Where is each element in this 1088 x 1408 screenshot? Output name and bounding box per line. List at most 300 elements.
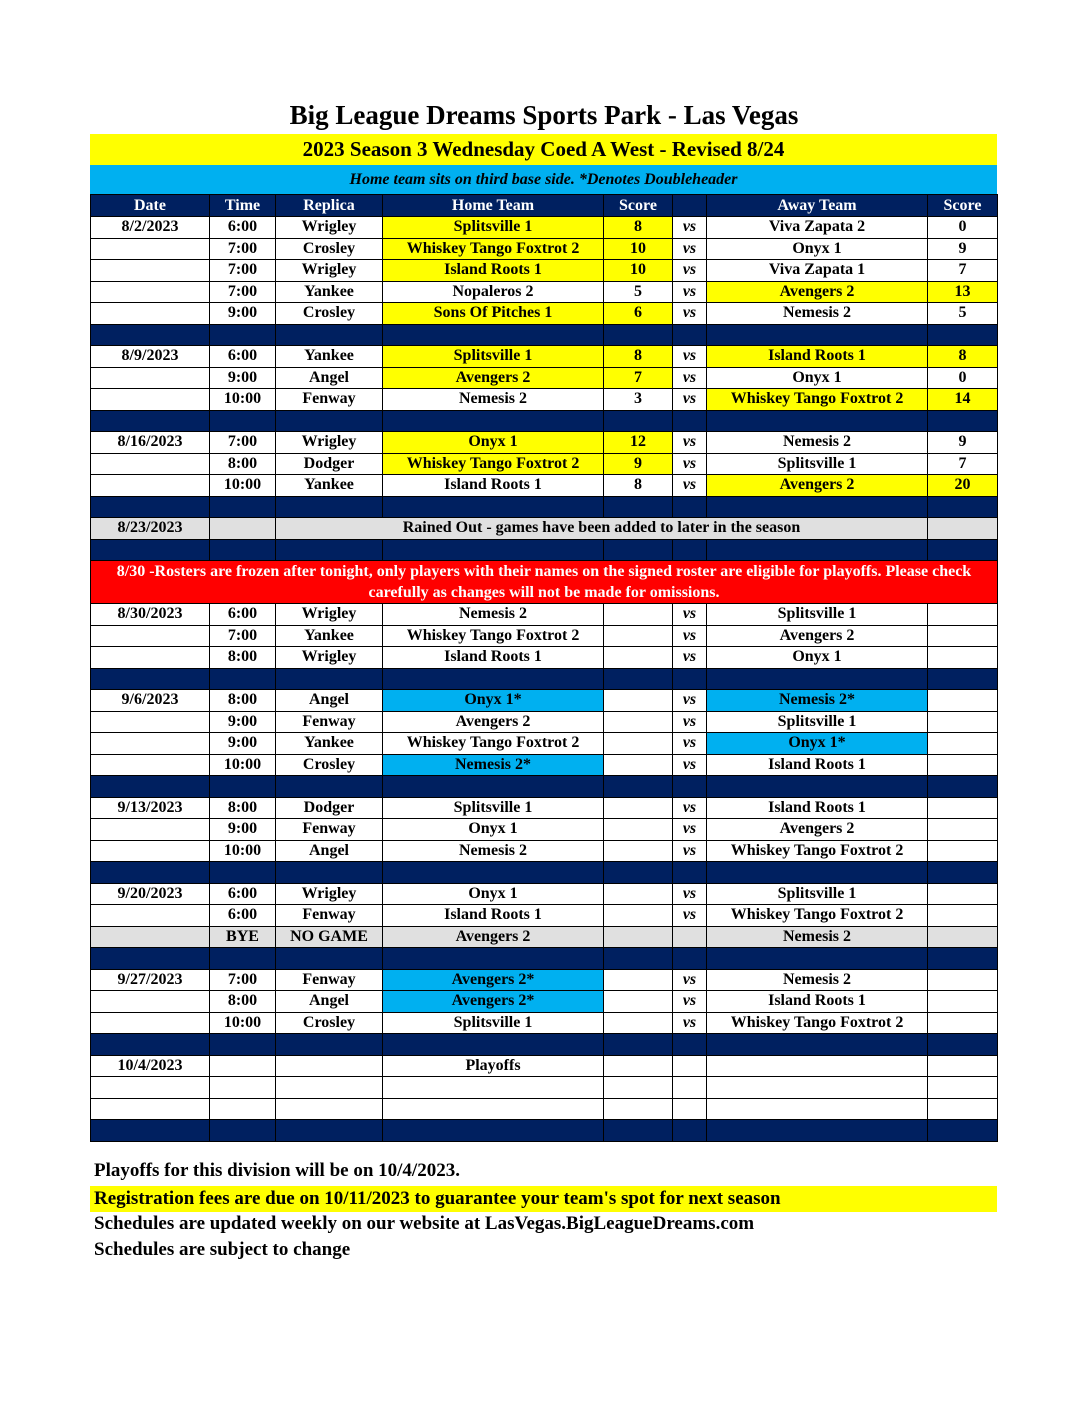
away-score xyxy=(928,991,998,1013)
away-team xyxy=(707,1077,928,1099)
versus-label: vs xyxy=(673,797,707,819)
game-time: 6:00 xyxy=(210,883,276,905)
separator-cell xyxy=(604,668,673,690)
versus-label xyxy=(673,1055,707,1077)
game-time: 7:00 xyxy=(210,238,276,260)
rainout-note: Rained Out - games have been added to later in the season xyxy=(276,518,928,540)
game-time: 7:00 xyxy=(210,260,276,282)
game-row xyxy=(91,840,998,862)
away-team: Viva Zapata 1 xyxy=(707,260,928,282)
away-score xyxy=(928,969,998,991)
away-score xyxy=(928,625,998,647)
versus-label: vs xyxy=(673,969,707,991)
away-score xyxy=(928,1098,998,1120)
separator-cell xyxy=(604,1034,673,1056)
col-time: Time xyxy=(210,195,276,217)
separator-cell xyxy=(276,1034,383,1056)
away-score: 9 xyxy=(928,432,998,454)
game-time: 8:00 xyxy=(210,797,276,819)
home-team: Avengers 2 xyxy=(383,711,604,733)
away-team: Island Roots 1 xyxy=(707,797,928,819)
home-score xyxy=(604,1012,673,1034)
versus-label: vs xyxy=(673,367,707,389)
game-time xyxy=(210,518,276,540)
field-replica: Yankee xyxy=(276,475,383,497)
game-time: 10:00 xyxy=(210,1012,276,1034)
separator-cell xyxy=(210,539,276,561)
game-date xyxy=(91,389,210,411)
field-replica: NO GAME xyxy=(276,926,383,948)
separator-cell xyxy=(673,948,707,970)
separator-cell xyxy=(673,324,707,346)
separator-cell xyxy=(276,668,383,690)
game-time: 10:00 xyxy=(210,840,276,862)
away-score: 5 xyxy=(928,303,998,325)
home-team: Whiskey Tango Foxtrot 2 xyxy=(383,238,604,260)
game-time xyxy=(210,1055,276,1077)
separator-cell xyxy=(707,410,928,432)
separator-cell xyxy=(928,948,998,970)
roster-alert-text: 8/30 -Rosters are frozen after tonight, only players with their names on the signed roster are eligible for playoffs. Please check carefully as changes will not be made for omissions. xyxy=(91,561,998,604)
separator-cell xyxy=(91,410,210,432)
game-row xyxy=(91,625,998,647)
versus-label: vs xyxy=(673,217,707,239)
versus-label: vs xyxy=(673,754,707,776)
versus-label: vs xyxy=(673,905,707,927)
away-team: Island Roots 1 xyxy=(707,754,928,776)
home-score xyxy=(604,840,673,862)
info-banner: Home team sits on third base side. *Denotes Doubleheader xyxy=(90,165,997,194)
field-replica: Wrigley xyxy=(276,604,383,626)
game-date xyxy=(91,1012,210,1034)
versus-label: vs xyxy=(673,281,707,303)
game-date: 8/2/2023 xyxy=(91,217,210,239)
game-row xyxy=(91,303,998,325)
separator-cell xyxy=(383,862,604,884)
game-time xyxy=(210,1098,276,1120)
away-score: 0 xyxy=(928,217,998,239)
game-date xyxy=(91,754,210,776)
separator-cell xyxy=(928,1120,998,1142)
separator-cell xyxy=(604,776,673,798)
home-score xyxy=(604,969,673,991)
game-row xyxy=(91,217,998,239)
versus-label: vs xyxy=(673,1012,707,1034)
field-replica: Crosley xyxy=(276,303,383,325)
game-time: 8:00 xyxy=(210,453,276,475)
separator-cell xyxy=(928,539,998,561)
separator-cell xyxy=(383,948,604,970)
game-date: 8/9/2023 xyxy=(91,346,210,368)
season-subtitle: 2023 Season 3 Wednesday Coed A West - Revised 8/24 xyxy=(90,134,997,165)
separator-row xyxy=(91,410,998,432)
away-team: Nemesis 2 xyxy=(707,926,928,948)
game-date xyxy=(91,647,210,669)
field-replica: Wrigley xyxy=(276,260,383,282)
away-score xyxy=(928,840,998,862)
versus-label xyxy=(673,926,707,948)
footer-registration-note: Registration fees are due on 10/11/2023 to guarantee your team's spot for next season xyxy=(90,1186,997,1212)
field-replica xyxy=(276,1098,383,1120)
away-score xyxy=(928,905,998,927)
versus-label: vs xyxy=(673,840,707,862)
versus-label xyxy=(673,1098,707,1120)
away-score: 13 xyxy=(928,281,998,303)
game-date: 9/6/2023 xyxy=(91,690,210,712)
home-score xyxy=(604,1098,673,1120)
separator-cell xyxy=(91,1120,210,1142)
separator-cell xyxy=(91,324,210,346)
separator-cell xyxy=(91,1034,210,1056)
separator-cell xyxy=(928,1034,998,1056)
field-replica: Fenway xyxy=(276,819,383,841)
home-score: 6 xyxy=(604,303,673,325)
game-time: 7:00 xyxy=(210,281,276,303)
home-team: Onyx 1* xyxy=(383,690,604,712)
separator-cell xyxy=(383,410,604,432)
separator-cell xyxy=(210,862,276,884)
versus-label: vs xyxy=(673,303,707,325)
separator-cell xyxy=(276,496,383,518)
game-row xyxy=(91,647,998,669)
game-date xyxy=(91,281,210,303)
separator-cell xyxy=(383,496,604,518)
home-score xyxy=(604,625,673,647)
separator-cell xyxy=(707,496,928,518)
game-row xyxy=(91,346,998,368)
home-score: 8 xyxy=(604,346,673,368)
separator-cell xyxy=(707,776,928,798)
separator-cell xyxy=(928,410,998,432)
away-team xyxy=(707,1098,928,1120)
home-team: Splitsville 1 xyxy=(383,346,604,368)
game-date: 9/20/2023 xyxy=(91,883,210,905)
game-row xyxy=(91,238,998,260)
home-team: Whiskey Tango Foxtrot 2 xyxy=(383,453,604,475)
home-team: Onyx 1 xyxy=(383,819,604,841)
separator-row xyxy=(91,539,998,561)
field-replica: Dodger xyxy=(276,797,383,819)
home-team: Island Roots 1 xyxy=(383,647,604,669)
field-replica: Crosley xyxy=(276,1012,383,1034)
game-time: 8:00 xyxy=(210,690,276,712)
game-row xyxy=(91,432,998,454)
separator-row xyxy=(91,496,998,518)
footer-change-note: Schedules are subject to change xyxy=(94,1239,351,1260)
game-row xyxy=(91,1012,998,1034)
separator-row xyxy=(91,1034,998,1056)
field-replica: Wrigley xyxy=(276,217,383,239)
separator-row xyxy=(91,862,998,884)
game-row xyxy=(91,260,998,282)
schedule-table xyxy=(90,194,998,1142)
game-time: 7:00 xyxy=(210,969,276,991)
separator-cell xyxy=(210,410,276,432)
home-score xyxy=(604,647,673,669)
separator-cell xyxy=(604,1120,673,1142)
field-replica: Angel xyxy=(276,991,383,1013)
separator-cell xyxy=(673,539,707,561)
field-replica: Wrigley xyxy=(276,647,383,669)
separator-cell xyxy=(210,1120,276,1142)
home-score: 3 xyxy=(604,389,673,411)
home-team: Avengers 2 xyxy=(383,367,604,389)
away-score xyxy=(928,690,998,712)
field-replica: Fenway xyxy=(276,389,383,411)
game-time: BYE xyxy=(210,926,276,948)
versus-label: vs xyxy=(673,260,707,282)
separator-cell xyxy=(383,539,604,561)
away-score: 9 xyxy=(928,238,998,260)
away-team: Splitsville 1 xyxy=(707,604,928,626)
field-replica: Angel xyxy=(276,367,383,389)
field-replica: Yankee xyxy=(276,733,383,755)
field-replica xyxy=(276,1077,383,1099)
game-time: 6:00 xyxy=(210,217,276,239)
away-score xyxy=(928,647,998,669)
game-row xyxy=(91,1098,998,1120)
separator-cell xyxy=(604,862,673,884)
away-score xyxy=(928,819,998,841)
versus-label: vs xyxy=(673,733,707,755)
home-team: Island Roots 1 xyxy=(383,260,604,282)
separator-cell xyxy=(673,410,707,432)
separator-cell xyxy=(707,862,928,884)
game-time: 7:00 xyxy=(210,432,276,454)
separator-cell xyxy=(673,776,707,798)
home-score xyxy=(604,797,673,819)
game-row xyxy=(91,389,998,411)
home-team: Avengers 2 xyxy=(383,926,604,948)
separator-cell xyxy=(604,324,673,346)
game-row xyxy=(91,883,998,905)
home-score xyxy=(604,690,673,712)
game-time: 9:00 xyxy=(210,711,276,733)
game-time: 6:00 xyxy=(210,346,276,368)
game-time: 8:00 xyxy=(210,647,276,669)
away-score xyxy=(928,1077,998,1099)
away-score xyxy=(928,926,998,948)
game-date xyxy=(91,1098,210,1120)
separator-cell xyxy=(276,862,383,884)
versus-label: vs xyxy=(673,711,707,733)
game-date xyxy=(91,905,210,927)
home-score: 10 xyxy=(604,238,673,260)
separator-cell xyxy=(91,862,210,884)
away-team: Avengers 2 xyxy=(707,475,928,497)
home-score: 12 xyxy=(604,432,673,454)
game-time: 9:00 xyxy=(210,733,276,755)
away-score: 20 xyxy=(928,475,998,497)
away-team: Viva Zapata 2 xyxy=(707,217,928,239)
separator-row xyxy=(91,324,998,346)
game-row xyxy=(91,797,998,819)
home-score xyxy=(604,819,673,841)
away-score: 7 xyxy=(928,260,998,282)
game-row xyxy=(91,733,998,755)
separator-row xyxy=(91,948,998,970)
roster-alert-row xyxy=(91,561,998,604)
away-score xyxy=(928,754,998,776)
header-row xyxy=(91,195,998,217)
game-time: 7:00 xyxy=(210,625,276,647)
separator-cell xyxy=(928,668,998,690)
game-time: 8:00 xyxy=(210,991,276,1013)
game-date: 10/4/2023 xyxy=(91,1055,210,1077)
separator-cell xyxy=(210,948,276,970)
separator-cell xyxy=(928,496,998,518)
rainout-row xyxy=(91,518,998,540)
home-team: Nemesis 2 xyxy=(383,840,604,862)
home-score xyxy=(604,926,673,948)
away-team: Nemesis 2 xyxy=(707,969,928,991)
away-team: Whiskey Tango Foxtrot 2 xyxy=(707,840,928,862)
away-score xyxy=(928,883,998,905)
col-vs xyxy=(673,195,707,217)
game-date xyxy=(91,303,210,325)
game-date: 9/27/2023 xyxy=(91,969,210,991)
separator-cell xyxy=(604,539,673,561)
away-score: 7 xyxy=(928,453,998,475)
game-row xyxy=(91,991,998,1013)
home-team: Island Roots 1 xyxy=(383,475,604,497)
away-score xyxy=(928,797,998,819)
field-replica: Yankee xyxy=(276,625,383,647)
game-row xyxy=(91,1055,998,1077)
home-team: Nemesis 2 xyxy=(383,389,604,411)
bye-row xyxy=(91,926,998,948)
home-score xyxy=(604,1077,673,1099)
versus-label: vs xyxy=(673,883,707,905)
home-score xyxy=(604,905,673,927)
field-replica: Yankee xyxy=(276,281,383,303)
away-team: Onyx 1 xyxy=(707,367,928,389)
away-team: Island Roots 1 xyxy=(707,991,928,1013)
separator-cell xyxy=(673,496,707,518)
game-date xyxy=(91,711,210,733)
col-home-team: Home Team xyxy=(383,195,604,217)
game-row xyxy=(91,819,998,841)
separator-cell xyxy=(276,948,383,970)
home-team: Avengers 2* xyxy=(383,991,604,1013)
separator-cell xyxy=(276,539,383,561)
separator-cell xyxy=(276,1120,383,1142)
game-row xyxy=(91,969,998,991)
away-team: Splitsville 1 xyxy=(707,453,928,475)
home-score: 8 xyxy=(604,475,673,497)
field-replica: Fenway xyxy=(276,969,383,991)
game-date xyxy=(91,1077,210,1099)
away-score: 8 xyxy=(928,346,998,368)
home-score xyxy=(604,883,673,905)
game-date xyxy=(91,260,210,282)
home-team: Whiskey Tango Foxtrot 2 xyxy=(383,733,604,755)
away-team xyxy=(707,1055,928,1077)
home-score xyxy=(604,711,673,733)
away-team: Whiskey Tango Foxtrot 2 xyxy=(707,389,928,411)
home-score: 10 xyxy=(604,260,673,282)
game-time: 9:00 xyxy=(210,367,276,389)
field-replica: Wrigley xyxy=(276,432,383,454)
game-time: 6:00 xyxy=(210,905,276,927)
separator-row xyxy=(91,776,998,798)
away-score xyxy=(928,711,998,733)
home-score: 5 xyxy=(604,281,673,303)
versus-label: vs xyxy=(673,819,707,841)
away-team: Avengers 2 xyxy=(707,819,928,841)
home-team: Island Roots 1 xyxy=(383,905,604,927)
home-team: Splitsville 1 xyxy=(383,1012,604,1034)
versus-label: vs xyxy=(673,604,707,626)
separator-cell xyxy=(91,668,210,690)
home-score xyxy=(604,754,673,776)
home-score: 8 xyxy=(604,217,673,239)
away-team: Avengers 2 xyxy=(707,625,928,647)
field-replica: Yankee xyxy=(276,346,383,368)
game-date xyxy=(91,238,210,260)
home-team: Whiskey Tango Foxtrot 2 xyxy=(383,625,604,647)
away-score xyxy=(928,1012,998,1034)
versus-label: vs xyxy=(673,647,707,669)
versus-label: vs xyxy=(673,625,707,647)
separator-cell xyxy=(383,668,604,690)
home-team: Onyx 1 xyxy=(383,883,604,905)
separator-cell xyxy=(276,776,383,798)
game-date xyxy=(91,475,210,497)
home-score: 7 xyxy=(604,367,673,389)
game-date xyxy=(91,819,210,841)
separator-cell xyxy=(673,862,707,884)
game-row xyxy=(91,905,998,927)
away-team: Nemesis 2 xyxy=(707,432,928,454)
home-score xyxy=(604,991,673,1013)
versus-label xyxy=(673,1077,707,1099)
away-team: Nemesis 2 xyxy=(707,303,928,325)
home-score: 9 xyxy=(604,453,673,475)
away-score xyxy=(928,604,998,626)
game-time: 9:00 xyxy=(210,819,276,841)
home-team xyxy=(383,1098,604,1120)
game-row xyxy=(91,711,998,733)
separator-cell xyxy=(210,324,276,346)
col-away-team: Away Team xyxy=(707,195,928,217)
game-time: 10:00 xyxy=(210,754,276,776)
away-team: Splitsville 1 xyxy=(707,711,928,733)
separator-cell xyxy=(210,776,276,798)
versus-label: vs xyxy=(673,238,707,260)
footer-playoffs-note: Playoffs for this division will be on 10/4/2023. xyxy=(94,1160,460,1181)
away-score xyxy=(928,518,998,540)
field-replica: Dodger xyxy=(276,453,383,475)
field-replica: Crosley xyxy=(276,754,383,776)
separator-cell xyxy=(91,496,210,518)
home-team xyxy=(383,1077,604,1099)
game-row xyxy=(91,367,998,389)
separator-cell xyxy=(673,668,707,690)
game-row xyxy=(91,475,998,497)
versus-label: vs xyxy=(673,432,707,454)
game-date: 8/30/2023 xyxy=(91,604,210,626)
away-score: 0 xyxy=(928,367,998,389)
game-row xyxy=(91,1077,998,1099)
game-row xyxy=(91,690,998,712)
home-score xyxy=(604,1055,673,1077)
separator-cell xyxy=(383,324,604,346)
page-title: Big League Dreams Sports Park - Las Vegas xyxy=(289,100,799,130)
separator-cell xyxy=(707,1120,928,1142)
versus-label: vs xyxy=(673,453,707,475)
field-replica: Crosley xyxy=(276,238,383,260)
